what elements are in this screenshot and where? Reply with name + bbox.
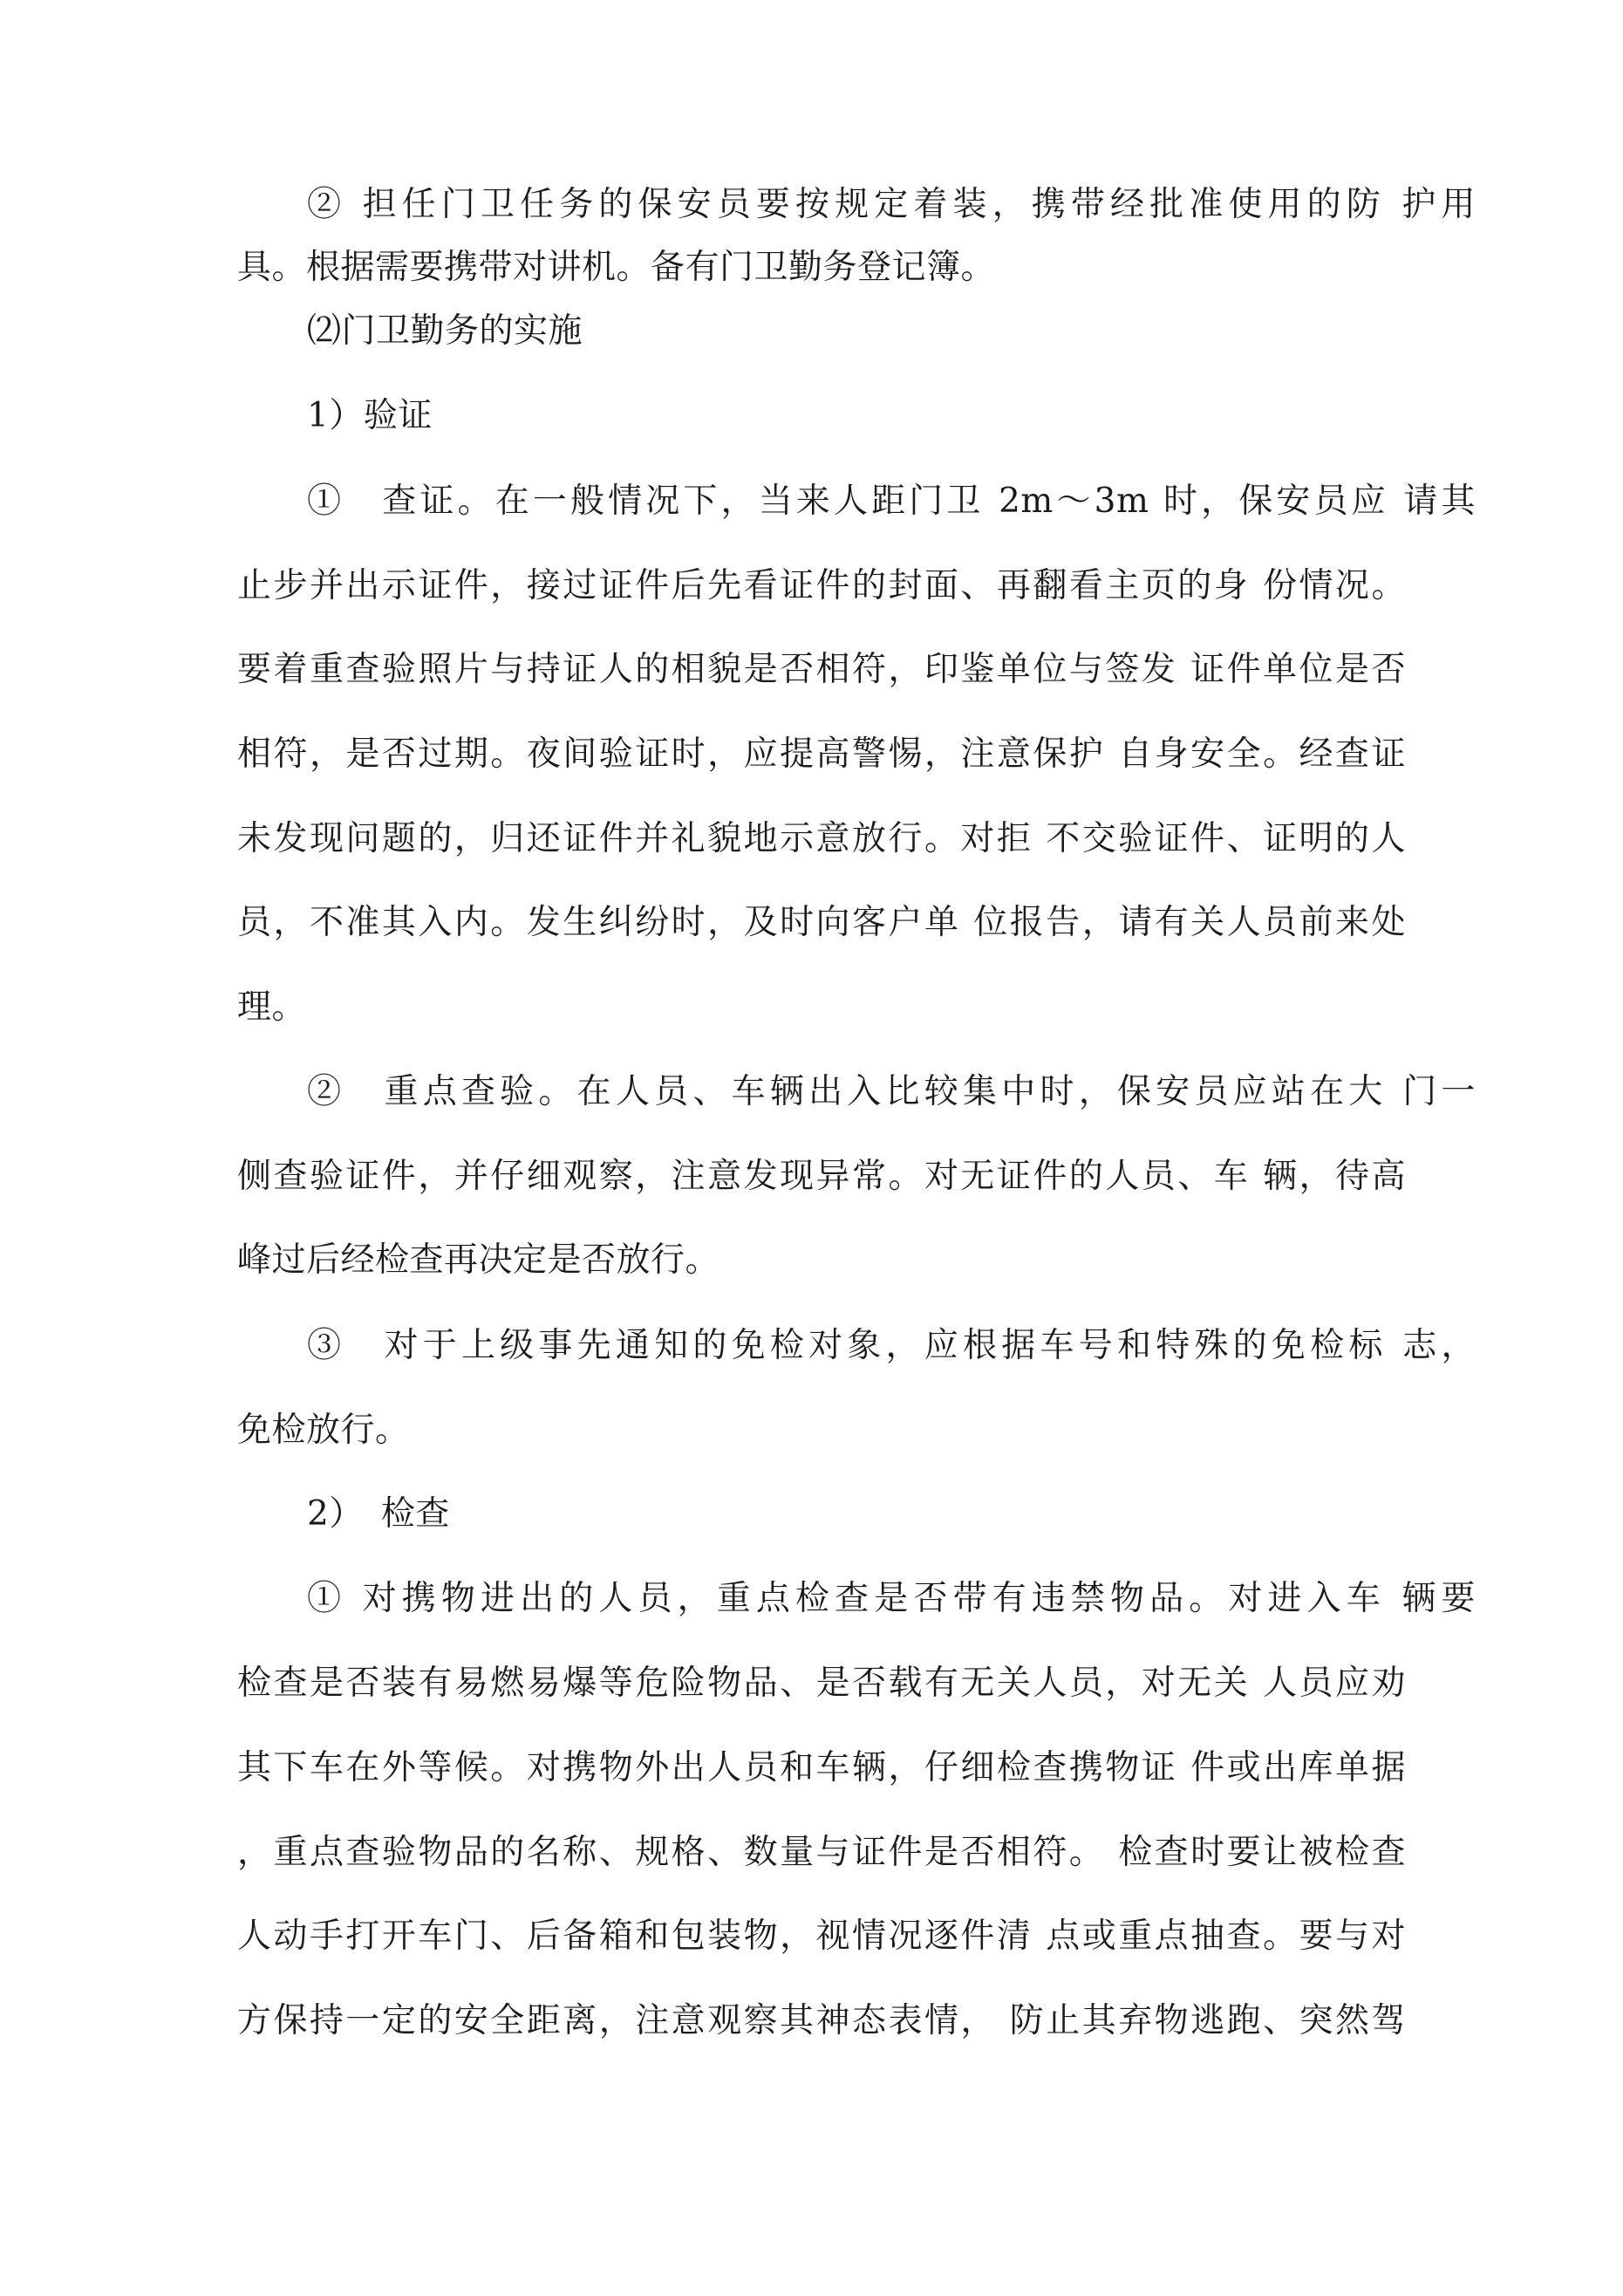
paragraph-line: 要着重查验照片与持证人的相貌是否相符，印鉴单位与签发 证件单位是否 [237,650,1406,689]
paragraph-line: ② 担任门卫任务的保安员要按规定着装，携带经批准使用的防 护用 [307,185,1476,224]
paragraph-line: 员，不准其入内。发生纠纷时，及时向客户单 位报告，请有关人员前来处 [237,903,1406,942]
subsection-heading: 2） 检查 [307,1494,450,1534]
paragraph-line: 未发现问题的，归还证件并礼貌地示意放行。对拒 不交验证件、证明的人 [237,819,1406,858]
paragraph-line: 方保持一定的安全距离，注意观察其神态表情， 防止其弃物逃跑、突然驾 [237,2001,1406,2040]
paragraph-line: 检查是否装有易燃易爆等危险物品、是否载有无关人员，对无关 人员应劝 [237,1664,1406,1703]
paragraph-line: ② 重点查验。在人员、车辆出入比较集中时，保安员应站在大 门一 [307,1072,1476,1111]
section-heading: ⑵门卫勤务的实施 [307,311,583,351]
paragraph-line: 相符，是否过期。夜间验证时，应提高警惕，注意保护 自身安全。经查证 [237,735,1406,774]
paragraph-line: 峰过后经检查再决定是否放行。 [237,1240,720,1280]
paragraph-line: 理。 [237,987,307,1027]
paragraph-line: 人动手打开车门、后备箱和包装物，视情况逐件清 点或重点抽查。要与对 [237,1917,1406,1956]
paragraph-line: 其下车在外等候。对携物外出人员和车辆，仔细检查携物证 件或出库单据 [237,1748,1406,1787]
subsection-heading: 1）验证 [307,396,433,435]
paragraph-line: ③ 对于上级事先通知的免检对象，应根据车号和特殊的免检标 志， [307,1326,1476,1365]
paragraph-line: 免检放行。 [237,1411,410,1450]
paragraph-line: ，重点查验物品的名称、规格、数量与证件是否相符。 检查时要让被检查 [237,1833,1406,1872]
paragraph-line: ① 查证。在一般情况下，当来人距门卫 2m〜3m 时，保安员应 请其 [307,482,1476,521]
paragraph-line: 止步并出示证件，接过证件后先看证件的封面、再翻看主页的身 份情况。 [237,566,1406,605]
paragraph-line: 侧查验证件，并仔细观察，注意发现异常。对无证件的人员、车 辆，待高 [237,1157,1406,1196]
paragraph-line: 具。根据需要携带对讲机。备有门卫勤务登记簿。 [237,248,996,287]
paragraph-line: ① 对携物进出的人员，重点检查是否带有违禁物品。对进入车 辆要 [307,1579,1476,1618]
